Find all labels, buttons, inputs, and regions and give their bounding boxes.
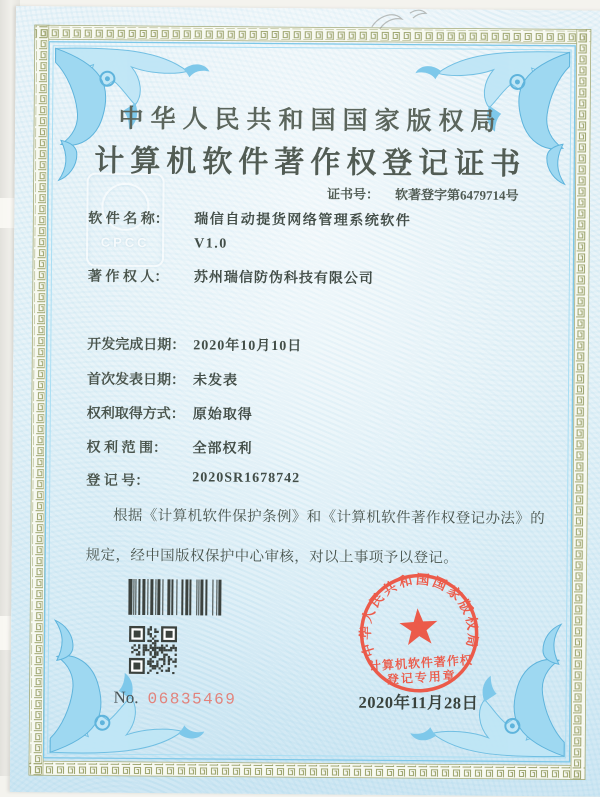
field-row-first-publish-date [87, 369, 557, 393]
field-label: 软 件 名 称： [88, 211, 169, 228]
qr-code [129, 626, 177, 674]
field-row-dev-complete-date [87, 334, 557, 358]
field-row-registration-number [86, 470, 556, 494]
legal-statement-line1: 根据《计算机软件保护条例》和《计算机软件著作权登记办法》的 [112, 507, 546, 528]
software-version: V1.0 [194, 236, 228, 252]
field-label: 登 记 号： [86, 473, 150, 490]
issue-date: 2020年11月28日 [358, 692, 479, 713]
star-icon [399, 607, 439, 645]
field-row-copyright-holder [88, 266, 558, 290]
field-value [194, 208, 411, 258]
certificate-paper [10, 6, 600, 797]
seal-text-line2: 登记专用章 [386, 668, 458, 687]
cert-number-value: 软著登字第6479714号 [394, 186, 519, 203]
cpcc-watermark-label: CPCC [100, 234, 150, 251]
field-row-rights-scope [86, 437, 556, 461]
registration-number: 2020SR1678742 [192, 470, 301, 487]
field-value: 2020年10月10日 [193, 338, 303, 355]
field-label: 著 作 权 人： [87, 269, 169, 286]
legal-statement-line2: 规定，经中国版权保护中心审核，对以上事项予以登记。 [85, 547, 459, 567]
field-label: 权利取得方式： [86, 406, 185, 423]
serial-prefix: No. [113, 687, 139, 707]
software-name: 瑞信自动提货网络管理系统软件 [194, 212, 412, 230]
field-value: 苏州瑞信防伪科技有限公司 [193, 270, 374, 287]
field-value: 原始取得 [192, 407, 253, 423]
field-label: 开发完成日期： [87, 337, 186, 354]
certificate-title: 计算机软件著作权登记证书 [94, 144, 527, 182]
serial-number [113, 688, 236, 709]
seal-text-line1: 计算机软件著作权 [368, 652, 474, 674]
field-value: 未发表 [193, 373, 239, 389]
field-label: 首次发表日期： [87, 372, 186, 389]
pencil-scribble [372, 10, 426, 29]
seal-ring-text: 中华人民共和国国家版权局 [357, 571, 481, 659]
serial-digits: 06835469 [147, 690, 237, 709]
field-value: 全部权利 [192, 441, 253, 457]
official-seal [354, 568, 485, 699]
field-row-rights-acquisition [87, 403, 557, 427]
authority-title: 中华人民共和国国家版权局 [118, 105, 503, 136]
cert-number-label: 证书号： [326, 186, 380, 202]
cert-number-line [327, 183, 519, 204]
barcode [128, 579, 228, 616]
field-label: 权 利 范 围： [86, 440, 168, 457]
